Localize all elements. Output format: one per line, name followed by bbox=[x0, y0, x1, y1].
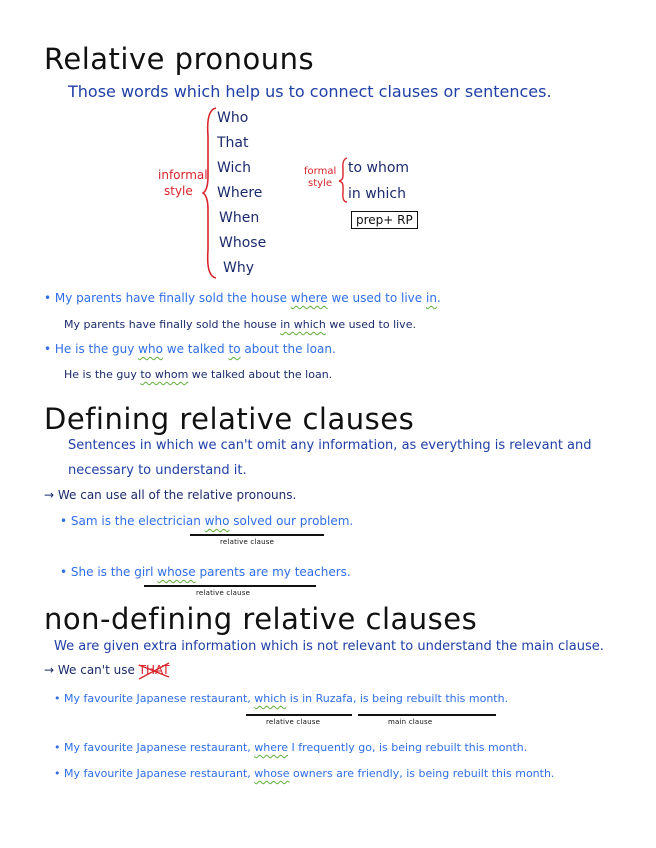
formal-item-to-whom: to whom bbox=[348, 160, 410, 176]
non-defining-example-2: • My favourite Japanese restaurant, where I frequently go, is being rebuilt this month. bbox=[54, 741, 528, 754]
relative-pronoun: to whom bbox=[140, 368, 189, 381]
non-defining-example-3: • My favourite Japanese restaurant, whose owners are friendly, is being rebuilt this month. bbox=[54, 767, 555, 780]
defining-example-2: • She is the girl whose parents are my teachers. bbox=[60, 565, 351, 579]
pronoun-item: Why bbox=[223, 260, 255, 276]
pronoun-item: Wich bbox=[217, 160, 251, 176]
clause-underline bbox=[190, 534, 324, 536]
relative-pronoun: which bbox=[254, 692, 287, 705]
heading-defining-relative-clauses: Defining relative clauses bbox=[44, 402, 415, 436]
clause-underline bbox=[144, 585, 316, 587]
informal-style-label-1: informal bbox=[158, 168, 208, 182]
defining-definition-line1: Sentences in which we can't omit any information, as everything is relevant and bbox=[68, 438, 592, 453]
heading-relative-pronouns: Relative pronouns bbox=[44, 42, 315, 76]
relative-pronoun: who bbox=[138, 342, 163, 356]
formal-item-in-which: in which bbox=[348, 186, 406, 202]
prep-rp-box: prep+ RP bbox=[351, 211, 418, 229]
example-2-formal: He is the guy to whom we talked about the loan. bbox=[64, 368, 333, 381]
relative-pronoun: in which bbox=[280, 318, 326, 331]
non-defining-example-1: • My favourite Japanese restaurant, which is in Ruzafa, is being rebuilt this month. bbox=[54, 692, 509, 705]
informal-style-label-2: style bbox=[164, 184, 193, 198]
formal-style-label-2: style bbox=[308, 178, 332, 189]
definition-text: Those words which help us to connect clauses or sentences. bbox=[68, 82, 552, 101]
defining-example-1: • Sam is the electrician who solved our problem. bbox=[60, 514, 354, 528]
informal-brace bbox=[202, 106, 218, 280]
pronoun-item: Where bbox=[217, 185, 263, 201]
pronoun-item: Whose bbox=[219, 235, 267, 251]
pronoun-item: When bbox=[219, 210, 260, 226]
main-clause-underline bbox=[358, 714, 496, 716]
relative-pronoun: where bbox=[254, 741, 289, 754]
example-1: • My parents have finally sold the house where we used to live in. bbox=[44, 291, 441, 305]
relative-clause-label: relative clause bbox=[196, 589, 251, 597]
example-2: • He is the guy who we talked to about the loan. bbox=[44, 342, 336, 356]
formal-style-label-1: formal bbox=[304, 166, 337, 177]
defining-definition-line2: necessary to understand it. bbox=[68, 463, 247, 478]
heading-non-defining-relative-clauses: non-defining relative clauses bbox=[44, 602, 478, 636]
relative-clause-label: relative clause bbox=[266, 718, 321, 726]
example-1-formal: My parents have finally sold the house in which we used to live. bbox=[64, 318, 416, 331]
relative-pronoun: who bbox=[204, 514, 230, 528]
relative-pronoun: whose bbox=[254, 767, 290, 780]
crossed-that: THAT bbox=[138, 663, 170, 677]
relative-clause-label: relative clause bbox=[220, 538, 275, 546]
non-defining-arrow-note: → We can't use THAT bbox=[44, 663, 170, 677]
clause-underline bbox=[246, 714, 352, 716]
relative-pronoun: where bbox=[290, 291, 328, 305]
formal-brace bbox=[338, 156, 348, 204]
main-clause-label: main clause bbox=[388, 718, 433, 726]
relative-pronoun: whose bbox=[157, 565, 196, 579]
defining-arrow-note: → We can use all of the relative pronouns. bbox=[44, 488, 297, 502]
pronoun-item: Who bbox=[217, 110, 249, 126]
pronoun-item: That bbox=[217, 135, 249, 151]
non-defining-definition: We are given extra information which is not relevant to understand the main clause. bbox=[54, 639, 604, 654]
